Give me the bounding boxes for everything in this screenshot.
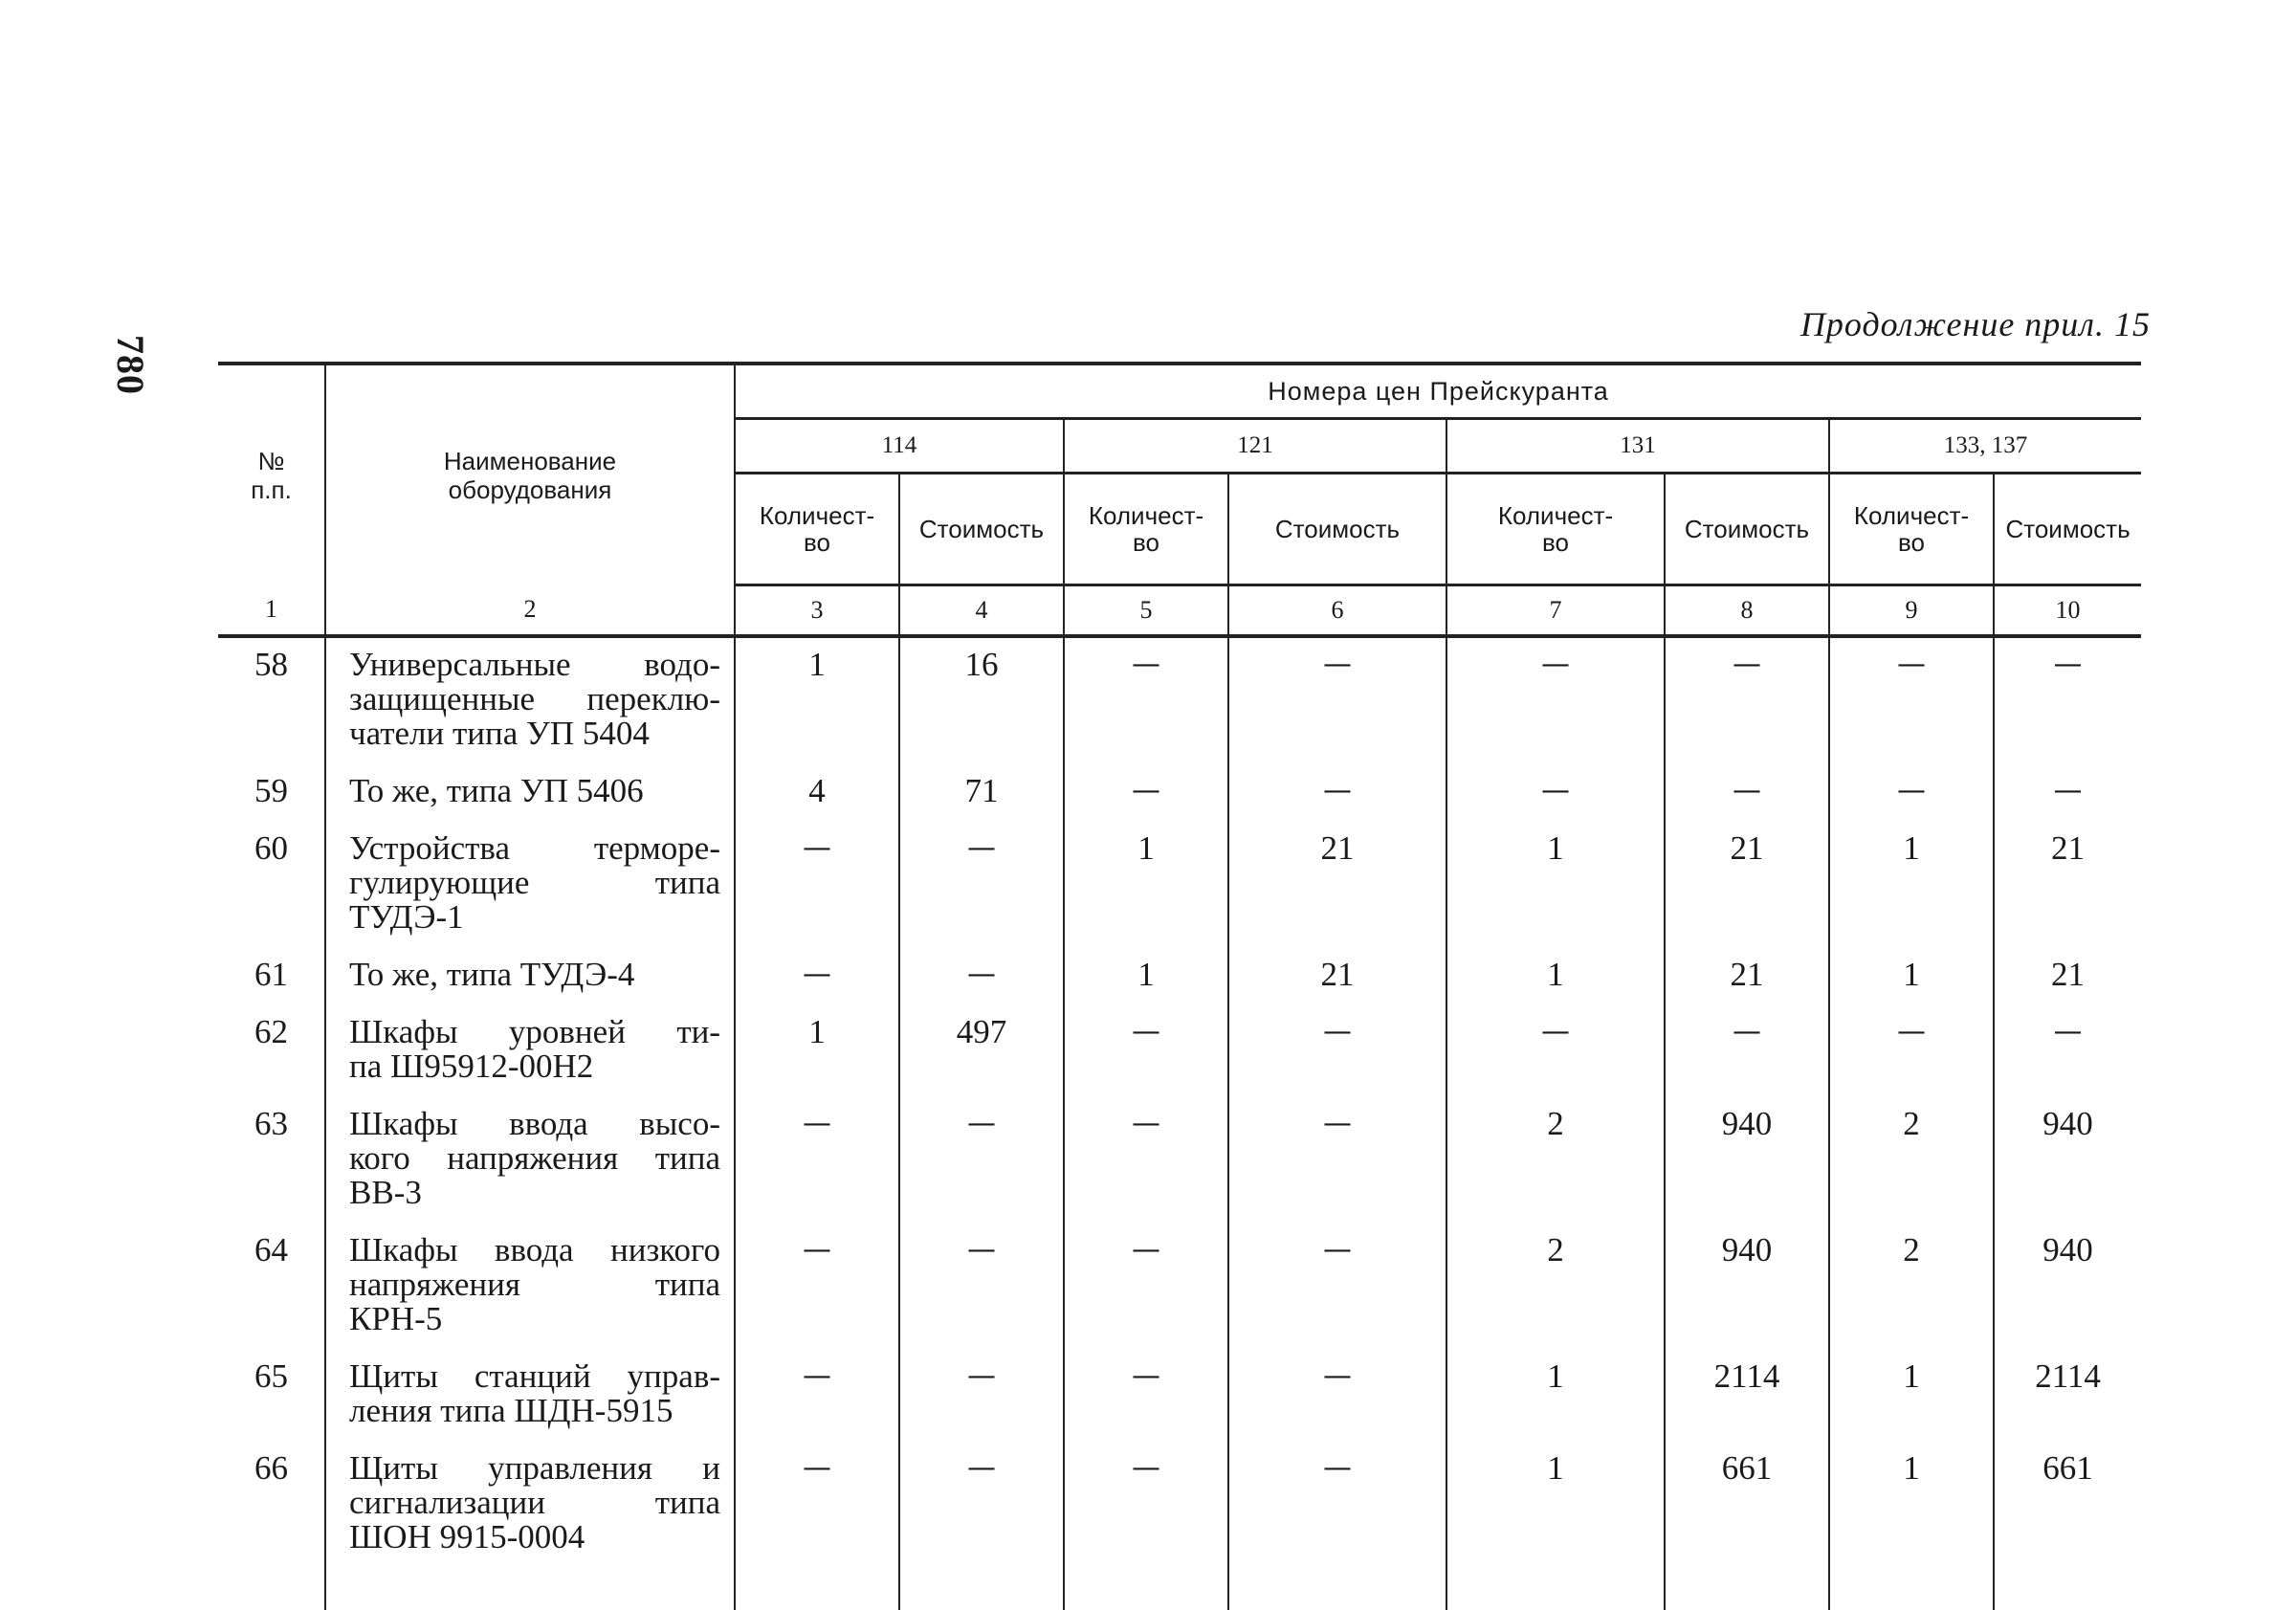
empty-cell	[899, 1568, 1064, 1610]
row-number: 65	[254, 1357, 288, 1395]
header-cost: Стоимость	[1994, 474, 2141, 585]
quantity-cell: —	[1064, 764, 1228, 822]
cost-cell: 2114	[1665, 1350, 1829, 1442]
table-filler-row	[218, 1568, 2141, 1610]
cost-cell: —	[1228, 1005, 1446, 1097]
equipment-name	[325, 1442, 735, 1568]
equipment-name-line: Шкафы уровней ти-	[349, 1013, 720, 1050]
header-name-line-1: Наименование	[443, 446, 617, 475]
table-header	[218, 364, 2141, 636]
quantity-cell: —	[735, 1224, 899, 1350]
quantity-cell: —	[1829, 764, 1994, 822]
equipment-name-line: кого напряжения типа	[349, 1139, 720, 1177]
cost-cell: —	[899, 1097, 1064, 1224]
equipment-name-line: ВВ-3	[349, 1174, 422, 1211]
equipment-name-line: защищенные переклю-	[349, 680, 720, 717]
equipment-name-line: напряжения типа	[349, 1266, 720, 1303]
empty-cell	[1446, 1568, 1665, 1610]
equipment-name	[325, 636, 735, 764]
column-number: 5	[1064, 585, 1228, 637]
quantity-cell: 1	[1446, 1442, 1665, 1568]
equipment-name-line: чатели типа УП 5404	[349, 715, 650, 752]
equipment-name-line: Щиты управления и	[349, 1449, 720, 1487]
page-number: 780	[109, 335, 152, 395]
table-row	[218, 1350, 2141, 1442]
table-row	[218, 636, 2141, 764]
cost-cell: 21	[1994, 948, 2141, 1005]
equipment-name	[325, 1005, 735, 1097]
header-equipment-name	[325, 364, 735, 585]
empty-cell	[1829, 1568, 1994, 1610]
equipment-name-line: ШОН 9915-0004	[349, 1518, 585, 1555]
equipment-name-line: КРН-5	[349, 1300, 443, 1337]
equipment-name	[325, 1224, 735, 1350]
quantity-cell: —	[1064, 1097, 1228, 1224]
cost-cell: 940	[1994, 1097, 2141, 1224]
column-number: 4	[899, 585, 1064, 637]
row-number: 63	[254, 1105, 288, 1142]
empty-cell	[1228, 1568, 1446, 1610]
header-row-number	[218, 364, 325, 585]
quantity-cell: 1	[1829, 822, 1994, 948]
column-number: 9	[1829, 585, 1994, 637]
header-price-114: 114	[735, 419, 1064, 474]
cost-cell: —	[899, 1224, 1064, 1350]
row-number: 60	[254, 829, 288, 867]
equipment-name-line: Шкафы ввода низкого	[349, 1231, 720, 1268]
quantity-cell: —	[1064, 1442, 1228, 1568]
column-number: 1	[218, 585, 325, 637]
quantity-cell: 1	[735, 636, 899, 764]
header-price-group: Номера цен Прейскуранта	[735, 364, 2141, 419]
equipment-name	[325, 764, 735, 822]
column-number: 8	[1665, 585, 1829, 637]
equipment-name-line: То же, типа ТУДЭ-4	[349, 956, 635, 993]
equipment-name-line: То же, типа УП 5406	[349, 772, 644, 809]
cost-cell: —	[899, 1442, 1064, 1568]
quantity-cell: 2	[1446, 1224, 1665, 1350]
quantity-cell: 2	[1446, 1097, 1665, 1224]
cost-cell: —	[899, 1350, 1064, 1442]
quantity-cell: —	[1446, 636, 1665, 764]
quantity-cell: —	[735, 1442, 899, 1568]
equipment-name-line: гулирующие типа	[349, 864, 720, 901]
cost-cell: —	[899, 822, 1064, 948]
table-row	[218, 1005, 2141, 1097]
equipment-name-line: ТУДЭ-1	[349, 898, 464, 936]
quantity-cell: —	[1064, 1005, 1228, 1097]
cost-cell: 497	[899, 1005, 1064, 1097]
empty-cell	[735, 1568, 899, 1610]
quantity-cell: —	[1829, 1005, 1994, 1097]
equipment-name	[325, 948, 735, 1005]
equipment-name-line: Щиты станций управ-	[349, 1357, 720, 1395]
table-body	[218, 636, 2141, 1610]
equipment-price-table	[218, 362, 2141, 1610]
quantity-cell: —	[735, 822, 899, 948]
cost-cell: 940	[1994, 1224, 2141, 1350]
column-number: 2	[325, 585, 735, 637]
table-row	[218, 1097, 2141, 1224]
header-cost: Стоимость	[1228, 474, 1446, 585]
row-number: 58	[254, 646, 288, 683]
equipment-name	[325, 822, 735, 948]
quantity-cell: 1	[1829, 1350, 1994, 1442]
quantity-cell: 1	[1829, 1442, 1994, 1568]
equipment-name-line: сигнализации типа	[349, 1484, 720, 1521]
quantity-cell: 1	[1064, 948, 1228, 1005]
cost-cell: —	[1228, 1350, 1446, 1442]
row-number: 59	[254, 772, 288, 809]
cost-cell: 940	[1665, 1224, 1829, 1350]
cost-cell: 940	[1665, 1097, 1829, 1224]
empty-cell	[1994, 1568, 2141, 1610]
column-number: 10	[1994, 585, 2141, 637]
header-cost: Стоимость	[1665, 474, 1829, 585]
cost-cell: 2114	[1994, 1350, 2141, 1442]
cost-cell: —	[1228, 1224, 1446, 1350]
quantity-cell: 4	[735, 764, 899, 822]
row-number: 61	[254, 956, 288, 993]
header-quantity: Количест- во	[735, 474, 899, 585]
equipment-name-line: па Ш95912-00Н2	[349, 1048, 594, 1085]
quantity-cell: —	[1064, 1350, 1228, 1442]
header-price-121: 121	[1064, 419, 1446, 474]
quantity-cell: —	[1064, 1224, 1228, 1350]
quantity-cell: 1	[1446, 1350, 1665, 1442]
quantity-cell: —	[1064, 636, 1228, 764]
row-number: 64	[254, 1231, 288, 1268]
header-num-label: №	[257, 446, 285, 475]
cost-cell: —	[1994, 1005, 2141, 1097]
cost-cell: —	[899, 948, 1064, 1005]
quantity-cell: 1	[735, 1005, 899, 1097]
cost-cell: —	[1665, 1005, 1829, 1097]
quantity-cell: 2	[1829, 1224, 1994, 1350]
cost-cell: —	[1994, 636, 2141, 764]
equipment-name	[325, 1350, 735, 1442]
quantity-cell: —	[1446, 764, 1665, 822]
quantity-cell: —	[1446, 1005, 1665, 1097]
cost-cell: 21	[1665, 948, 1829, 1005]
empty-cell	[325, 1568, 735, 1610]
quantity-cell: —	[1829, 636, 1994, 764]
column-number: 6	[1228, 585, 1446, 637]
empty-cell	[1665, 1568, 1829, 1610]
table-row	[218, 1442, 2141, 1568]
equipment-name-line: Устройства терморе-	[349, 829, 720, 867]
cost-cell: 71	[899, 764, 1064, 822]
continuation-title: Продолжение прил. 15	[1799, 305, 2151, 343]
cost-cell: 661	[1665, 1442, 1829, 1568]
cost-cell: —	[1228, 636, 1446, 764]
cost-cell: —	[1665, 764, 1829, 822]
cost-cell: 21	[1228, 948, 1446, 1005]
empty-cell	[218, 1568, 325, 1610]
column-numbers-row	[218, 585, 2141, 637]
cost-cell: 21	[1228, 822, 1446, 948]
header-quantity: Количест- во	[1064, 474, 1228, 585]
equipment-name-line: ления типа ШДН-5915	[349, 1392, 673, 1429]
header-quantity: Количест- во	[1829, 474, 1994, 585]
quantity-cell: 1	[1446, 948, 1665, 1005]
row-number: 62	[254, 1013, 288, 1050]
table-row	[218, 764, 2141, 822]
row-number: 66	[254, 1449, 288, 1487]
table-row	[218, 822, 2141, 948]
quantity-cell: 1	[1064, 822, 1228, 948]
quantity-cell: —	[735, 948, 899, 1005]
cost-cell: —	[1665, 636, 1829, 764]
cost-cell: 21	[1665, 822, 1829, 948]
cost-cell: —	[1228, 1442, 1446, 1568]
column-number: 3	[735, 585, 899, 637]
cost-cell: 661	[1994, 1442, 2141, 1568]
column-number: 7	[1446, 585, 1665, 637]
table-row	[218, 948, 2141, 1005]
quantity-cell: 1	[1829, 948, 1994, 1005]
cost-cell: 16	[899, 636, 1064, 764]
cost-cell: —	[1228, 764, 1446, 822]
quantity-cell: —	[735, 1350, 899, 1442]
header-num-abbr: п.п.	[251, 474, 292, 504]
table-row	[218, 1224, 2141, 1350]
cost-cell: —	[1228, 1097, 1446, 1224]
equipment-name-line: Универсальные водо-	[349, 646, 720, 683]
header-quantity: Количест- во	[1446, 474, 1665, 585]
header-cost: Стоимость	[899, 474, 1064, 585]
equipment-name-line: Шкафы ввода высо-	[349, 1105, 720, 1142]
empty-cell	[1064, 1568, 1228, 1610]
cost-cell: —	[1994, 764, 2141, 822]
cost-cell: 21	[1994, 822, 2141, 948]
equipment-name	[325, 1097, 735, 1224]
quantity-cell: 2	[1829, 1097, 1994, 1224]
header-price-133-137: 133, 137	[1829, 419, 2141, 474]
quantity-cell: —	[735, 1097, 899, 1224]
quantity-cell: 1	[1446, 822, 1665, 948]
header-name-line-2: оборудования	[448, 474, 612, 504]
header-price-131: 131	[1446, 419, 1829, 474]
